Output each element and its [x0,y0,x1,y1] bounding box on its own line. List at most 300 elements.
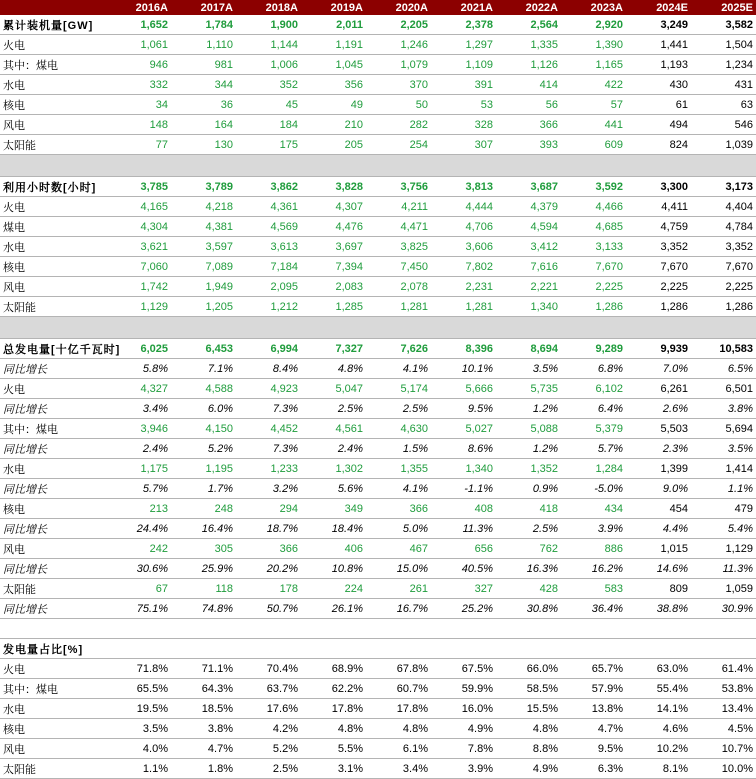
table-cell: 9,939 [626,339,691,359]
table-cell: 36.4% [561,599,626,619]
table-cell: 11.3% [431,519,496,539]
table-cell: 67 [106,579,171,599]
table-cell: 67.5% [431,659,496,679]
table-section-header-row [0,15,756,35]
table-cell: 71.1% [171,659,236,679]
table-cell: 479 [691,499,756,519]
table-row [0,379,756,399]
table-cell: 3,825 [366,237,431,257]
table-cell: 282 [366,115,431,135]
table-cell: 366 [496,115,561,135]
table-cell: 7,616 [496,257,561,277]
table-cell [561,639,626,659]
table-cell: 210 [301,115,366,135]
table-cell: 60.7% [366,679,431,699]
table-cell: 3,133 [561,237,626,257]
table-cell: 3,613 [236,237,301,257]
table-cell: 3.4% [106,399,171,419]
table-cell: 6.8% [561,359,626,379]
table-cell: 30.6% [106,559,171,579]
table-row [0,75,756,95]
table-cell: 1,340 [496,297,561,317]
table-cell: 4,361 [236,197,301,217]
table-cell: 6.1% [366,739,431,759]
table-row [0,719,756,739]
table-cell: 7,327 [301,339,366,359]
table-cell: 1,165 [561,55,626,75]
table-cell [301,639,366,659]
table-cell: 4,150 [171,419,236,439]
table-cell: 294 [236,499,301,519]
table-cell: 609 [561,135,626,155]
row-label: 累计装机量[GW] [0,15,106,35]
table-cell: 8.6% [431,439,496,459]
table-cell: 3.5% [691,439,756,459]
table-cell: 25.2% [431,599,496,619]
table-cell: 7,670 [561,257,626,277]
table-cell: 4,630 [366,419,431,439]
table-cell: 1,195 [171,459,236,479]
table-cell: 53.8% [691,679,756,699]
table-cell: 3,606 [431,237,496,257]
table-cell: 6.5% [691,359,756,379]
table-cell: 3,249 [626,15,691,35]
table-cell: 4,471 [366,217,431,237]
table-cell: 40.5% [431,559,496,579]
table-cell: 3.2% [236,479,301,499]
table-cell: 1,144 [236,35,301,55]
table-cell [626,639,691,659]
table-cell: 1,193 [626,55,691,75]
table-row [0,115,756,135]
table-cell: 18.7% [236,519,301,539]
table-cell: 2,225 [561,277,626,297]
table-cell: 981 [171,55,236,75]
table-cell: 4,404 [691,197,756,217]
table-cell: 3.1% [301,759,366,779]
row-label: 同比增长 [0,439,106,459]
table-cell: 1.2% [496,399,561,419]
table-cell: 4,759 [626,217,691,237]
table-cell: 62.2% [301,679,366,699]
table-cell: 1,212 [236,297,301,317]
table-cell: 4,165 [106,197,171,217]
table-cell: 2,095 [236,277,301,297]
table-row [0,519,756,539]
row-label: 风电 [0,739,106,759]
table-cell [431,639,496,659]
table-row [0,659,756,679]
table-cell: 9.5% [431,399,496,419]
table-cell: 16.0% [431,699,496,719]
table-cell: 583 [561,579,626,599]
table-cell: 30.8% [496,599,561,619]
table-cell: 74.8% [171,599,236,619]
table-cell: 1.2% [496,439,561,459]
table-cell: 63.0% [626,659,691,679]
table-cell: 17.8% [301,699,366,719]
table-cell: 3.5% [106,719,171,739]
table-cell: 224 [301,579,366,599]
table-cell: 1,390 [561,35,626,55]
table-cell: 4.7% [171,739,236,759]
table-cell: 2.5% [236,759,301,779]
table-cell: -1.1% [431,479,496,499]
table-cell: 1,175 [106,459,171,479]
table-cell [691,639,756,659]
table-cell: 1,335 [496,35,561,55]
table-cell: 3,813 [431,177,496,197]
table-cell: 4,923 [236,379,301,399]
year-header: 2018A [236,0,301,15]
table-cell: 305 [171,539,236,559]
table-cell: 4,784 [691,217,756,237]
table-cell: 328 [431,115,496,135]
table-cell: 1,061 [106,35,171,55]
table-cell: 13.8% [561,699,626,719]
table-row [0,539,756,559]
table-cell: 2,225 [626,277,691,297]
table-cell: 454 [626,499,691,519]
table-cell: 2,920 [561,15,626,35]
table-cell: 4,381 [171,217,236,237]
table-cell: 30.9% [691,599,756,619]
row-label: 其中：煤电 [0,419,106,439]
table-cell: 349 [301,499,366,519]
table-cell: 248 [171,499,236,519]
table-cell: 7,394 [301,257,366,277]
table-cell: 1,284 [561,459,626,479]
table-section-header-row [0,639,756,659]
table-cell: 4,685 [561,217,626,237]
table-row [0,699,756,719]
table-cell: 61 [626,95,691,115]
table-cell: 1.7% [171,479,236,499]
table-cell: 4.2% [236,719,301,739]
table-cell: 886 [561,539,626,559]
table-cell: 3,412 [496,237,561,257]
table-cell: 55.4% [626,679,691,699]
table-cell: 3,592 [561,177,626,197]
table-cell: 6,453 [171,339,236,359]
table-cell: 366 [236,539,301,559]
table-cell: 546 [691,115,756,135]
table-cell: 4,307 [301,197,366,217]
table-cell: 24.4% [106,519,171,539]
table-cell: 10.1% [431,359,496,379]
table-cell [171,639,236,659]
table-cell: 1,285 [301,297,366,317]
table-cell: 1,352 [496,459,561,479]
table-cell: 5,379 [561,419,626,439]
table-cell: 4,476 [301,217,366,237]
table-cell: 370 [366,75,431,95]
table-cell: 1,340 [431,459,496,479]
table-cell: 5.2% [171,439,236,459]
year-header: 2016A [106,0,171,15]
table-cell: 4,444 [431,197,496,217]
row-label: 其中：煤电 [0,55,106,75]
section-separator [0,317,756,339]
table-cell: 10.7% [691,739,756,759]
table-cell: 3,352 [691,237,756,257]
table-cell: 213 [106,499,171,519]
table-cell: 2,564 [496,15,561,35]
table-cell: 3.5% [496,359,561,379]
row-label: 同比增长 [0,479,106,499]
table-cell: 307 [431,135,496,155]
table-cell: 5.4% [691,519,756,539]
table-cell: 175 [236,135,301,155]
table-row [0,399,756,419]
table-cell: 1,286 [561,297,626,317]
table-cell: 1.8% [171,759,236,779]
table-cell: 4.1% [366,479,431,499]
table-cell: 4.8% [301,719,366,739]
table-cell: 50.7% [236,599,301,619]
table-cell: 10.2% [626,739,691,759]
table-section-header-row [0,339,756,359]
table-cell: 7.3% [236,399,301,419]
table-row [0,459,756,479]
table-cell: 6,994 [236,339,301,359]
row-label: 火电 [0,659,106,679]
table-cell: 1,234 [691,55,756,75]
table-cell: 1,742 [106,277,171,297]
table-cell: -5.0% [561,479,626,499]
table-cell: 184 [236,115,301,135]
table-cell: 7.0% [626,359,691,379]
table-row [0,55,756,75]
table-cell: 5,047 [301,379,366,399]
table-cell: 6.0% [171,399,236,419]
table-cell: 414 [496,75,561,95]
table-cell: 205 [301,135,366,155]
table-cell: 5,666 [431,379,496,399]
table-row [0,237,756,257]
table-cell: 1,191 [301,35,366,55]
table-cell: 6,501 [691,379,756,399]
table-cell: 2,011 [301,15,366,35]
table-cell: 3,828 [301,177,366,197]
table-cell: 1,205 [171,297,236,317]
table-cell: 68.9% [301,659,366,679]
table-cell: 4.8% [301,359,366,379]
table-cell [366,639,431,659]
table-cell: 16.3% [496,559,561,579]
table-cell: 2.5% [366,399,431,419]
table-cell: 1,355 [366,459,431,479]
table-cell: 3.9% [431,759,496,779]
table-cell: 5,174 [366,379,431,399]
table-cell: 5,735 [496,379,561,399]
table-cell: 1,039 [691,135,756,155]
table-cell: 1,079 [366,55,431,75]
table-row [0,419,756,439]
table-cell: 38.8% [626,599,691,619]
table-cell: 4.6% [626,719,691,739]
table-cell: 2,225 [691,277,756,297]
table-cell: 3,946 [106,419,171,439]
year-header: 2021A [431,0,496,15]
table-cell: 67.8% [366,659,431,679]
table-cell: 494 [626,115,691,135]
table-row [0,439,756,459]
table-cell: 19.5% [106,699,171,719]
year-header: 2024E [626,0,691,15]
table-row [0,359,756,379]
table-cell: 7.3% [236,439,301,459]
row-label: 火电 [0,35,106,55]
table-cell: 406 [301,539,366,559]
table-cell: 4,218 [171,197,236,217]
table-cell: 5,088 [496,419,561,439]
row-label: 利用小时数[小时] [0,177,106,197]
table-cell: 2,378 [431,15,496,35]
year-header: 2020A [366,0,431,15]
table-cell: 408 [431,499,496,519]
table-cell: 9.0% [626,479,691,499]
table-cell: 809 [626,579,691,599]
row-label: 同比增长 [0,359,106,379]
table-cell: 58.5% [496,679,561,699]
table-cell: 3,300 [626,177,691,197]
table-cell: 1.1% [691,479,756,499]
table-cell: 2.6% [626,399,691,419]
table-cell: 8,694 [496,339,561,359]
table-cell: 344 [171,75,236,95]
table-cell: 77 [106,135,171,155]
table-cell: 13.4% [691,699,756,719]
table-row [0,579,756,599]
table-cell: 261 [366,579,431,599]
table-cell: 1,129 [691,539,756,559]
table-cell: 16.2% [561,559,626,579]
table-cell: 2,205 [366,15,431,35]
table-cell: 18.4% [301,519,366,539]
table-cell: 430 [626,75,691,95]
table-row [0,277,756,297]
table-cell: 148 [106,115,171,135]
row-label: 核电 [0,95,106,115]
table-cell: 4.9% [496,759,561,779]
table-cell: 4.9% [431,719,496,739]
table-cell: 4.5% [691,719,756,739]
table-cell: 6,102 [561,379,626,399]
table-cell: 7.8% [431,739,496,759]
table-cell: 3,173 [691,177,756,197]
table-cell: 64.3% [171,679,236,699]
table-cell: 1,414 [691,459,756,479]
row-label: 水电 [0,237,106,257]
table-cell: 1,059 [691,579,756,599]
table-cell: 6.3% [561,759,626,779]
table-cell: 422 [561,75,626,95]
table-cell: 1,281 [366,297,431,317]
table-cell: 1,110 [171,35,236,55]
table-cell: 7,450 [366,257,431,277]
table-cell: 1,006 [236,55,301,75]
table-cell: 3,582 [691,15,756,35]
table-cell: 1,302 [301,459,366,479]
table-cell: 3.4% [366,759,431,779]
year-header: 2019A [301,0,366,15]
table-cell: 3,352 [626,237,691,257]
row-label: 核电 [0,719,106,739]
section-separator [0,155,756,177]
section-separator [0,619,756,639]
row-label: 太阳能 [0,135,106,155]
row-label: 风电 [0,277,106,297]
table-cell: 434 [561,499,626,519]
table-cell: 53 [431,95,496,115]
table-cell: 3.8% [691,399,756,419]
table-row [0,95,756,115]
table-cell: 59.9% [431,679,496,699]
row-label: 水电 [0,75,106,95]
table-cell: 2.4% [106,439,171,459]
table-cell: 1.1% [106,759,171,779]
table-cell: 4,588 [171,379,236,399]
table-section-header-row [0,177,756,197]
year-header: 2023A [561,0,626,15]
table-cell: 20.2% [236,559,301,579]
table-cell: 3,687 [496,177,561,197]
table-row [0,297,756,317]
table-cell: 4.8% [496,719,561,739]
table-cell: 3.9% [561,519,626,539]
table-cell: 1,126 [496,55,561,75]
table-cell: 356 [301,75,366,95]
table-cell: 118 [171,579,236,599]
table-cell: 5.8% [106,359,171,379]
table-cell: 242 [106,539,171,559]
table-cell: 431 [691,75,756,95]
table-cell: 1,246 [366,35,431,55]
row-label: 其中：煤电 [0,679,106,699]
table-cell: 5.2% [236,739,301,759]
table-cell: 65.7% [561,659,626,679]
table-cell: 56 [496,95,561,115]
table-cell: 1,784 [171,15,236,35]
table-cell: 1,045 [301,55,366,75]
table-cell: 2.3% [626,439,691,459]
table-cell: 34 [106,95,171,115]
table-cell: 5,027 [431,419,496,439]
table-cell: 36 [171,95,236,115]
table-cell: 16.4% [171,519,236,539]
table-cell: 66.0% [496,659,561,679]
table-cell: 7,670 [626,257,691,277]
table-cell: 6.4% [561,399,626,419]
table-cell: 17.6% [236,699,301,719]
table-cell: 8,396 [431,339,496,359]
table-cell: 1,129 [106,297,171,317]
table-cell: 5.7% [561,439,626,459]
table-cell: 8.1% [626,759,691,779]
row-label: 同比增长 [0,599,106,619]
table-cell: 3,862 [236,177,301,197]
table-cell: 1,949 [171,277,236,297]
table-cell: 178 [236,579,301,599]
table-cell: 5.7% [106,479,171,499]
table-row [0,679,756,699]
table-cell: 1,286 [626,297,691,317]
table-cell [236,639,301,659]
table-cell: 441 [561,115,626,135]
table-cell: 428 [496,579,561,599]
table-cell: 2,221 [496,277,561,297]
